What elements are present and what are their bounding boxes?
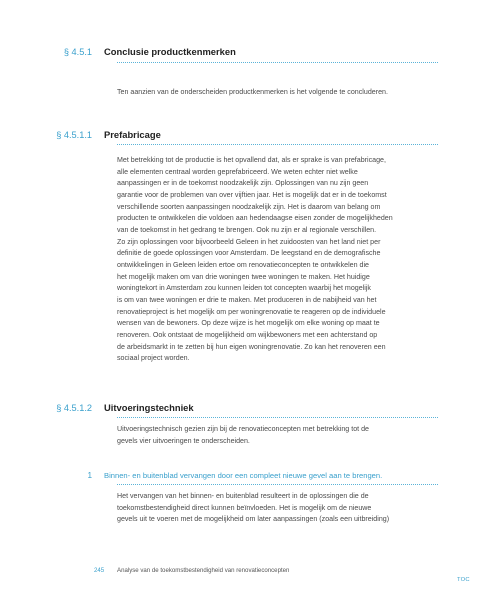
text-line: woningtekort in Amsterdam zou kunnen leiden tot concepten waarbij het mogelijk (117, 284, 371, 293)
section-heading-4-5-1-2 (56, 402, 194, 413)
section-title: Uitvoeringstechniek (104, 402, 194, 413)
text-line: wensen van de bewoners. Op deze wijze is het mogelijk om elke woning op maat te (117, 319, 380, 328)
text-line: aanpassingen er in de toekomst noodzakelijk zijn. Oplossingen van nu zijn geen (117, 179, 369, 188)
section-heading-4-5-1-1 (56, 129, 161, 140)
heading-divider (117, 417, 438, 418)
text-line: renoveren. Ook ontstaat de mogelijkheid om wijkbewoners met een achterstand op (117, 330, 378, 339)
uitvoering-paragraph (117, 424, 437, 447)
toc-link[interactable]: TOC (457, 577, 470, 583)
list-item-1-paragraph (117, 491, 437, 526)
section-number: § 4.5.1.1 (56, 130, 92, 140)
section-title: Prefabricage (104, 129, 161, 140)
text-line: Ten aanzien van de onderscheiden productkenmerken is het volgende te concluderen. (117, 88, 388, 96)
section-title: Conclusie productkenmerken (104, 46, 236, 57)
list-item-1 (56, 471, 382, 480)
section-number: § 4.5.1.2 (56, 403, 92, 413)
section-number: § 4.5.1 (63, 47, 92, 57)
text-line: Zo zijn oplossingen voor bijvoorbeeld Geleen in het zuidoosten van het land niet per (117, 237, 381, 246)
text-line: de arbeidsmarkt in te zetten bij hun eigen woningrenovatie. Zo kan het renoveren een (117, 342, 386, 351)
text-line: garantie voor de problemen van over vijftien jaar. Het is mogelijk dat er in de toekomst (117, 190, 387, 199)
section-heading-4-5-1 (56, 46, 236, 57)
text-line: definitie de goede oplossingen voor Amsterdam. De leegstand en de demografische (117, 249, 381, 258)
text-line: gevels uit te voeren met de mogelijkheid om later aanpassingen (zoals een uitbreiding) (117, 515, 390, 524)
text-line: gevels vier uitvoeringen te onderscheiden. (117, 436, 250, 445)
text-line: verschillende soorten aanpassingen noodzakelijk zijn. Het is daarom van belang om (117, 202, 381, 211)
text-line: toekomstbestendigheid direct kunnen beïnvloeden. Het is mogelijk om de nieuwe (117, 503, 372, 512)
footer-text: Analyse van de toekomstbestendigheid van renovatieconcepten (117, 567, 290, 574)
intro-paragraph (117, 87, 437, 99)
text-line: renovatieproject is het mogelijk om per woningrenovatie te reageren op de individuele (117, 307, 386, 316)
heading-divider (117, 62, 438, 63)
text-line: is om van twee woningen er drie te maken. Met produceren in de nabijheid van het (117, 295, 377, 304)
list-item-heading: Binnen- en buitenblad vervangen door een compleet nieuwe gevel aan te brengen. (104, 471, 383, 480)
text-line: het mogelijk maken om van drie woningen twee woningen te maken. Het huidige (117, 272, 370, 281)
text-line: Uitvoeringstechnisch gezien zijn bij de renovatieconcepten met betrekking tot de (117, 425, 369, 433)
text-line: van de toekomst in het gedrang te brengen. Ook nu zijn er al regionale verschillen. (117, 225, 377, 234)
text-line: sociaal project worden. (117, 354, 190, 363)
heading-divider (117, 144, 438, 145)
list-item-number: 1 (87, 471, 92, 480)
text-line: producten te ontwikkelen die voldoen aan hedendaagse eisen zonder de mogelijkheden (117, 214, 393, 223)
text-line: ontwikkelingen in Geleen leiden ertoe om renovatieconcepten te ontwikkelen die (117, 260, 369, 269)
item-divider (117, 484, 438, 485)
text-line: alle elementen centraal worden geprefabriceerd. We weten echter niet welke (117, 167, 358, 176)
text-line: Met betrekking tot de productie is het opvallend dat, als er sprake is van prefabricage, (117, 156, 386, 164)
prefabricage-paragraph (117, 155, 437, 365)
text-line: Het vervangen van het binnen- en buitenblad resulteert in de oplossingen die de (117, 492, 369, 500)
page-number: 245 (94, 567, 105, 574)
